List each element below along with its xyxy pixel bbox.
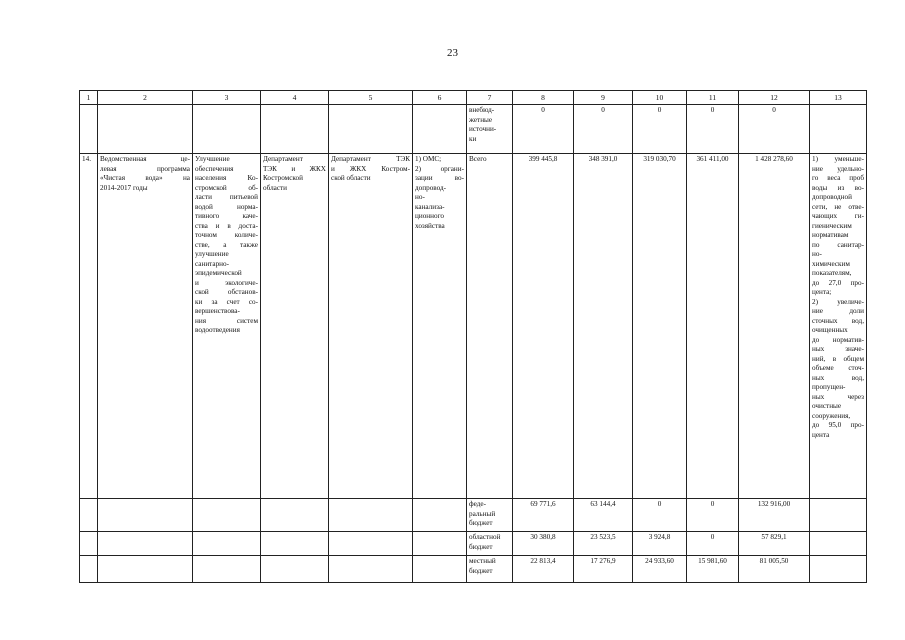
table-row-local	[80, 556, 867, 583]
value-cell: 0	[687, 499, 739, 532]
indicator-line: 2) увеличе-	[812, 297, 864, 306]
goal-line: эпидемической	[195, 269, 242, 277]
goal-line: водой норма-	[195, 202, 258, 211]
value-cell: 24 933,60	[633, 556, 687, 583]
indicator-line: до 95,0 про-	[812, 421, 864, 429]
value-cell: 361 411,00	[687, 154, 739, 499]
executor-line: и ЖКХ Костром-	[331, 164, 410, 173]
header-cell: 11	[687, 91, 739, 105]
value-cell: 30 380,8	[513, 532, 574, 556]
goal-line: санитарно-	[195, 259, 230, 268]
table-row-item-14	[80, 154, 867, 499]
header-cell: 9	[574, 91, 633, 105]
value-cell: 1 428 278,60	[739, 154, 810, 499]
coordinator-line: ТЭК и ЖКХ	[263, 164, 326, 173]
indicator-line: по санитар-	[812, 240, 864, 249]
program-name-line: 2014-2017 годы	[100, 183, 148, 192]
goal-line: стромской об-	[195, 183, 258, 192]
goal-line: ния систем	[195, 316, 258, 325]
value-cell: 399 445,8	[513, 154, 574, 499]
indicator-line: ние доли	[812, 307, 864, 315]
item-number: 14.	[80, 154, 98, 499]
indicator-line: гиеническим	[812, 221, 852, 230]
value-cell: 0	[687, 532, 739, 556]
indicator-line: до 27,0 про-	[812, 278, 864, 287]
target-indicators	[810, 154, 867, 499]
value-cell: 132 916,00	[739, 499, 810, 532]
funding-source: областной бюджет	[467, 532, 513, 556]
indicator-line: ных через	[812, 392, 864, 401]
funding-source: феде- ральный бюджет	[467, 499, 513, 532]
value-cell: 17 276,9	[574, 556, 633, 583]
goal-line: обеспечения	[195, 164, 234, 173]
indicator-line: ных значе-	[812, 345, 864, 353]
header-cell: 6	[413, 91, 467, 105]
goal-line: Улучшение	[195, 155, 230, 163]
value-cell: 63 144,4	[574, 499, 633, 532]
header-cell: 1	[80, 91, 98, 105]
participants-line: допровод-	[415, 183, 447, 192]
page-number: 23	[447, 47, 458, 59]
header-cell: 2	[98, 91, 193, 105]
goal-line: ки за счет со-	[195, 297, 258, 306]
participants-line: канализа-	[415, 202, 445, 211]
table-row-federal	[80, 499, 867, 532]
indicator-line: сточных вод,	[812, 316, 864, 325]
funding-source: местный бюджет	[467, 556, 513, 583]
header-cell: 10	[633, 91, 687, 105]
header-cell: 8	[513, 91, 574, 105]
indicator-line: очистные	[812, 402, 842, 410]
indicator-line: го веса проб	[812, 174, 864, 182]
indicator-line: до норматив-	[812, 335, 864, 344]
indicator-line: но-	[812, 250, 822, 258]
value-cell: 15 981,60	[687, 556, 739, 583]
indicator-line: ний, в общем	[812, 354, 864, 363]
value-cell: 22 813,4	[513, 556, 574, 583]
header-cell: 4	[261, 91, 329, 105]
goal-line: и экологиче-	[195, 278, 258, 287]
goal-line: населения Ко-	[195, 174, 258, 182]
header-row	[80, 91, 867, 105]
header-cell: 13	[810, 91, 867, 105]
indicator-line: сооружения,	[812, 411, 851, 420]
indicator-line: очищенных	[812, 326, 848, 334]
funding-source: внебюд- жетные источни- ки	[467, 105, 513, 154]
indicator-line: цента;	[812, 288, 832, 296]
program-goal	[193, 154, 261, 499]
indicator-line: воды из во-	[812, 183, 864, 192]
value-cell: 0	[739, 105, 810, 154]
indicator-line: показателям,	[812, 269, 852, 277]
goal-line: ства и в доста-	[195, 221, 258, 230]
value-cell: 348 391,0	[574, 154, 633, 499]
coordinator	[261, 154, 329, 499]
goal-line: улучшение	[195, 250, 229, 258]
value-cell: 319 030,70	[633, 154, 687, 499]
program-name-line: «Чистая вода» на	[100, 174, 190, 182]
indicator-line: ных вод,	[812, 373, 864, 382]
participants-line: зации во-	[415, 174, 464, 182]
executor-line: Департамент ТЭК	[331, 155, 410, 163]
value-cell: 0	[513, 105, 574, 154]
participants-line: ционного	[415, 212, 444, 220]
value-cell: 57 829,1	[739, 532, 810, 556]
program-table	[79, 90, 867, 583]
goal-line: тивного каче-	[195, 212, 258, 220]
goal-line: ской обстанов-	[195, 288, 258, 296]
indicator-line: нормативам	[812, 231, 849, 239]
participants-line: 1) ОМС;	[415, 155, 442, 163]
goal-line: водоотведения	[195, 326, 240, 334]
funding-source: Всего	[467, 154, 513, 499]
goal-line: вершенствова-	[195, 307, 240, 315]
indicator-line: цента	[812, 430, 830, 439]
coordinator-line: Костромской	[263, 174, 303, 182]
indicator-line: ние удельно-	[812, 164, 864, 173]
program-name-line: Ведомственная це-	[100, 155, 190, 163]
value-cell: 3 924,8	[633, 532, 687, 556]
program-name-line: левая программа	[100, 164, 190, 173]
indicator-line: 1) уменьше-	[812, 155, 864, 163]
value-cell: 23 523,5	[574, 532, 633, 556]
goal-line: ласти питьевой	[195, 193, 258, 201]
value-cell: 0	[633, 105, 687, 154]
goal-line: стве, а также	[195, 240, 258, 249]
program-name	[98, 154, 193, 499]
value-cell: 69 771,6	[513, 499, 574, 532]
header-cell: 5	[329, 91, 413, 105]
header-cell: 7	[467, 91, 513, 105]
coordinator-line: Департамент	[263, 155, 303, 163]
participants-line: 2) органи-	[415, 164, 464, 173]
header-cell: 3	[193, 91, 261, 105]
value-cell: 0	[574, 105, 633, 154]
indicator-line: допроводной	[812, 193, 852, 201]
coordinator-line: области	[263, 183, 288, 192]
indicator-line: чающих ги-	[812, 212, 864, 220]
table-row-extrabudget	[80, 105, 867, 154]
participants-line: хозяйства	[415, 221, 445, 230]
header-cell: 12	[739, 91, 810, 105]
participants-line: но-	[415, 193, 425, 201]
indicator-line: химическим	[812, 259, 850, 268]
goal-line: точном количе-	[195, 231, 258, 239]
executor	[329, 154, 413, 499]
value-cell: 0	[687, 105, 739, 154]
indicator-line: пропущен-	[812, 383, 846, 391]
indicator-line: сети, не отве-	[812, 202, 864, 211]
executor-line: ской области	[331, 174, 371, 182]
participants	[413, 154, 467, 499]
value-cell: 0	[633, 499, 687, 532]
indicator-line: объеме сточ-	[812, 364, 864, 372]
table-row-regional	[80, 532, 867, 556]
value-cell: 81 005,50	[739, 556, 810, 583]
